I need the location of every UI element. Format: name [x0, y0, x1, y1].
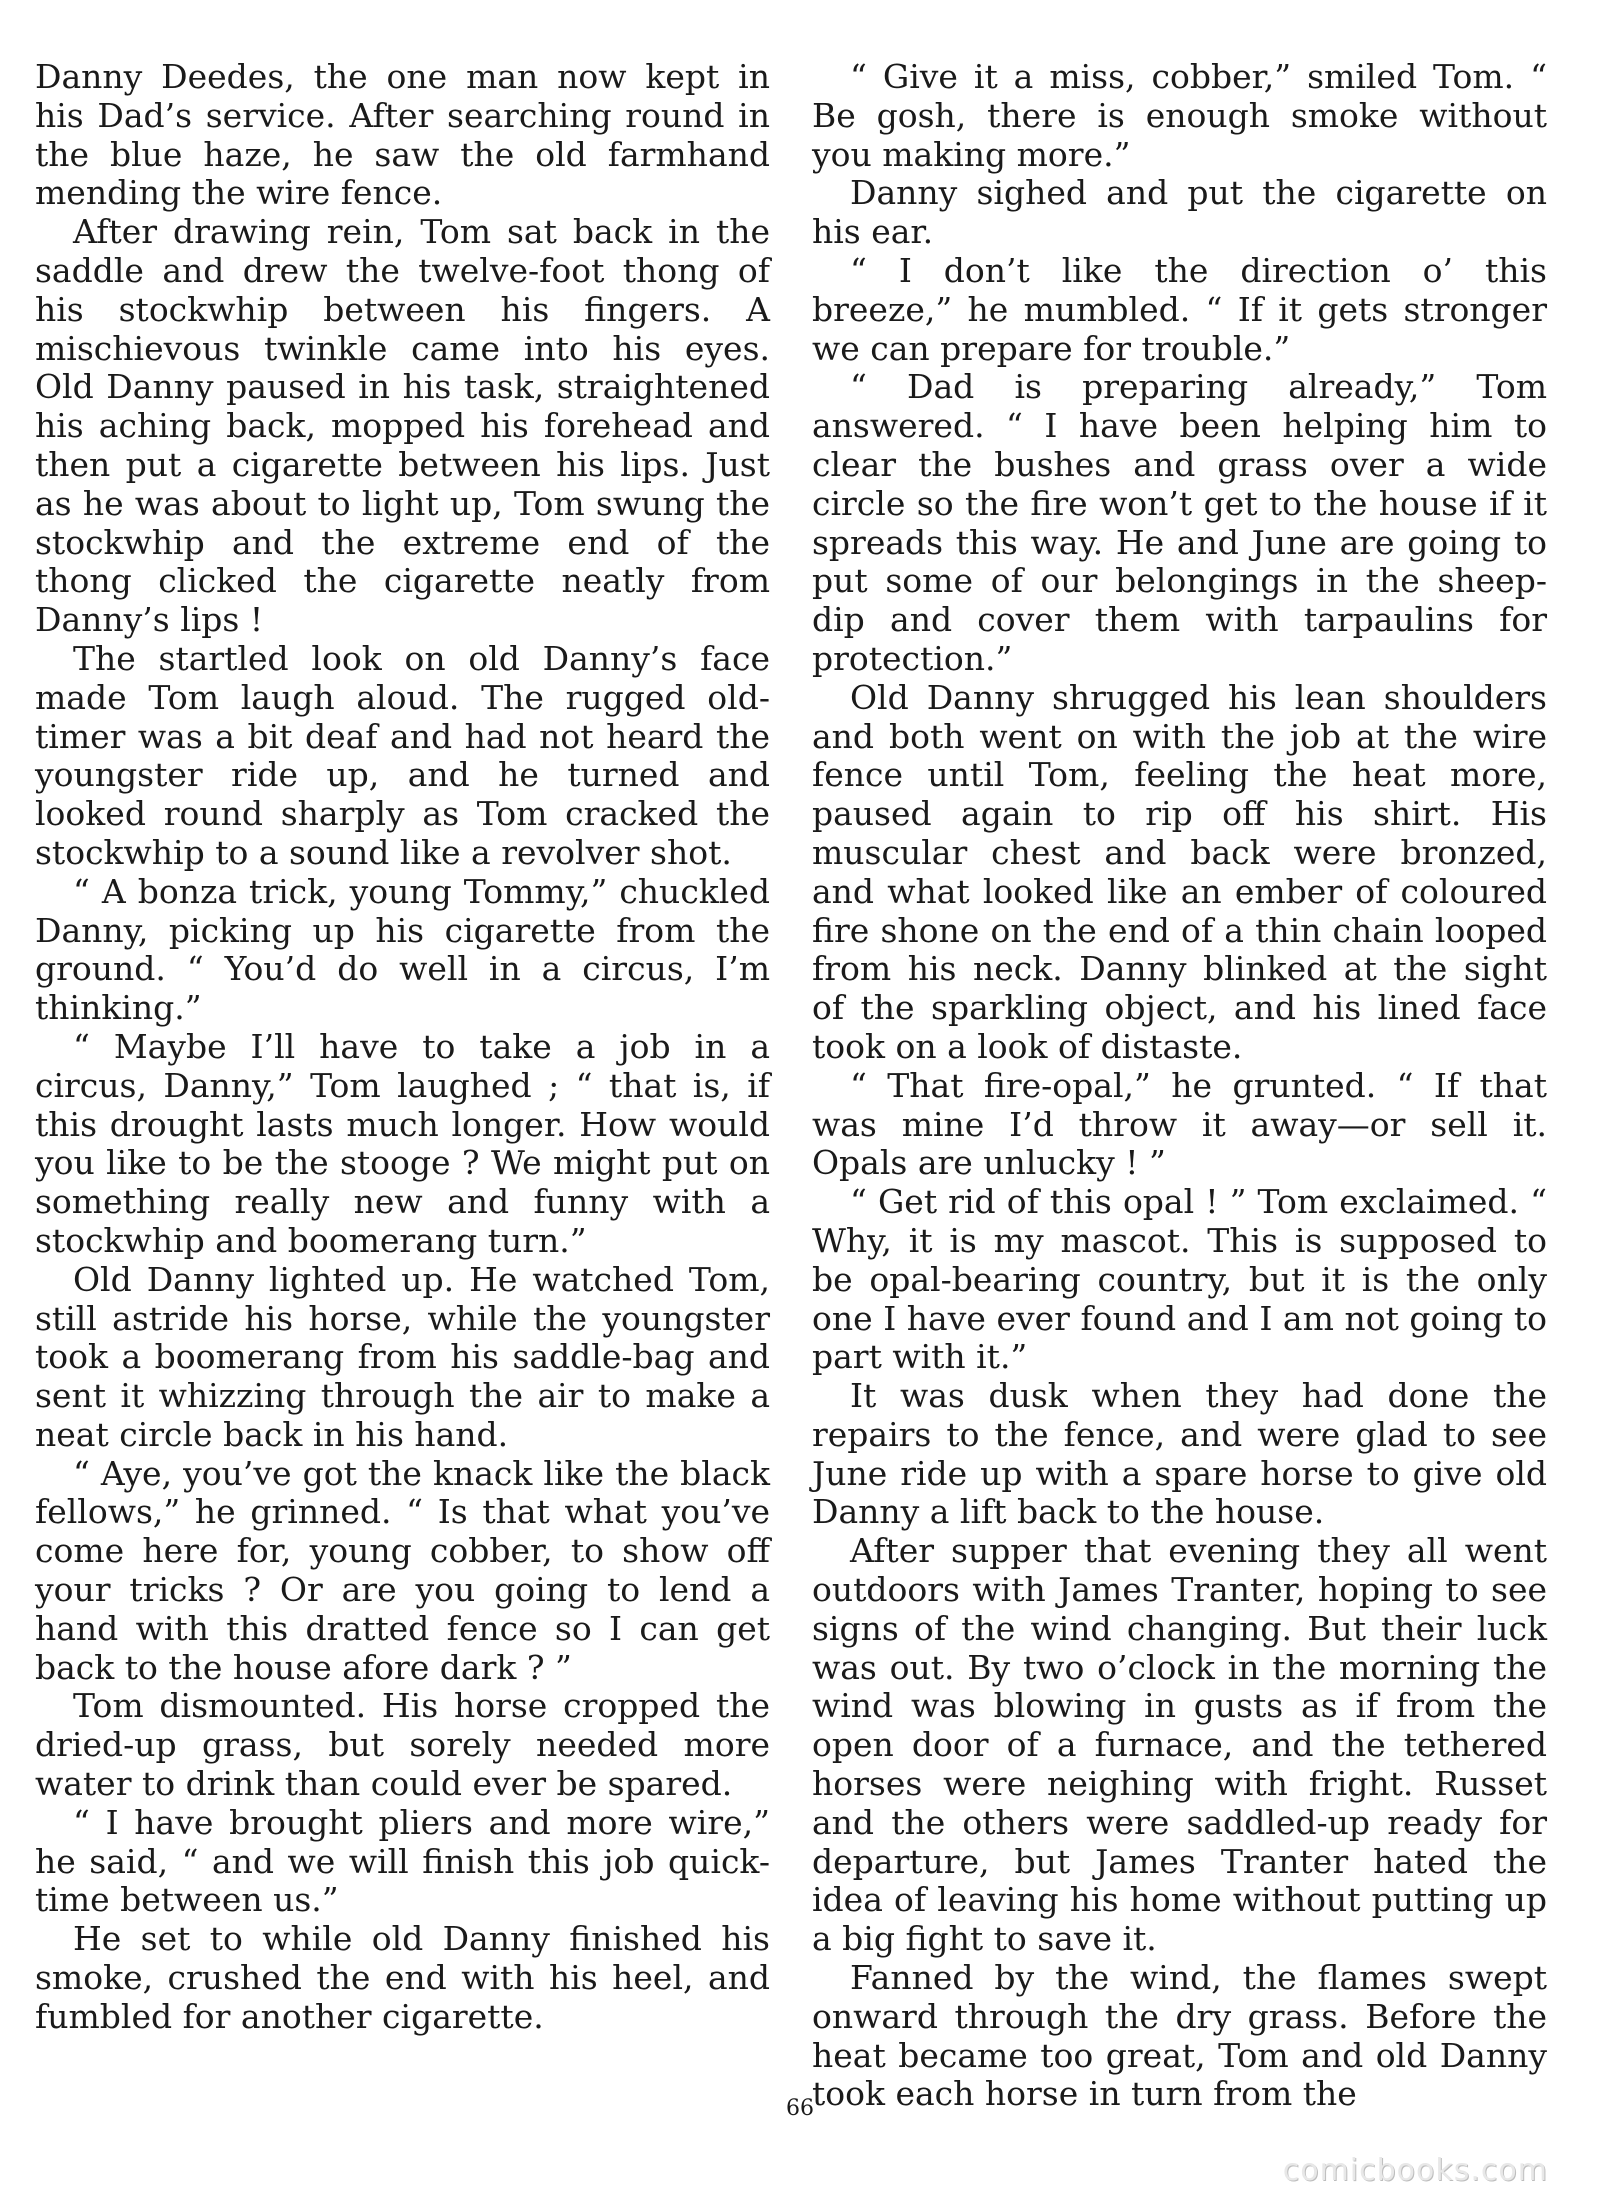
paragraph: “ That fire-opal,” he grunted. “ If that was mine I’d throw it away—or sell it. Opals are unlucky ! ”: [812, 1065, 1547, 1183]
paragraph: The startled look on old Danny’s face made Tom laugh aloud. The rugged old-timer was a bit deaf and had not heard the youngster ride up, and he turned and looked round sharply as Tom cracked the stockwhip to a sound like a revolver shot.: [35, 638, 770, 872]
paragraph: Danny Deedes, the one man now kept in his Dad’s service. After searching round in the blue haze, he saw the old farmhand mending the wire fence.: [35, 57, 770, 213]
left-column: [35, 58, 770, 2037]
paragraph: “ Dad is preparing already,” Tom answered. “ I have been helping him to clear the bushes and grass over a wide circle so the fire won’t get to the house if it spreads this way. He and June are going to put some of our belongings in the sheep-dip and cover them with tarpaulins for protection.”: [812, 367, 1547, 678]
paragraph: “ Maybe I’ll have to take a job in a circus, Danny,” Tom laughed ; “ that is, if this drought lasts much longer. How would you like to be the stooge ? We might put on something really new and funny with a stockwhip and boomerang turn.”: [35, 1026, 770, 1260]
paragraph: He set to while old Danny finished his smoke, crushed the end with his heel, and fumbled for another cigarette.: [35, 1919, 770, 2036]
paragraph: “ I don’t like the direction o’ this breeze,” he mumbled. “ If it gets stronger we can prepare for trouble.”: [812, 250, 1547, 368]
paragraph: “ A bonza trick, young Tommy,” chuckled Danny, picking up his cigarette from the ground. “ You’d do well in a circus, I’m thinking.”: [35, 871, 770, 1028]
paragraph: It was dusk when they had done the repairs to the fence, and were glad to see June ride up with a spare horse to give old Danny a lift back to the house.: [812, 1376, 1547, 1532]
paragraph: Old Danny shrugged his lean shoulders and both went on with the job at the wire fence until Tom, feeling the heat more, paused again to rip off his shirt. His muscular chest and back were bronzed, and what looked like an ember of coloured fire shone on the end of a thin chain looped from his neck. Danny blinked at the sight of the sparkling object, and his lined face took on a look of distaste.: [812, 677, 1547, 1066]
watermark: comicbooks.com: [1282, 2153, 1548, 2188]
paragraph: Fanned by the wind, the flames swept onward through the dry grass. Before the heat became too great, Tom and old Danny took each horse in turn from the: [812, 1958, 1547, 2114]
paragraph: “ I have brought pliers and more wire,” he said, “ and we will finish this job quick-time between us.”: [35, 1802, 770, 1920]
paragraph: “ Get rid of this opal ! ” Tom exclaimed. “ Why, it is my mascot. This is supposed to be opal-bearing country, but it is the only one I have ever found and I am not going to part with it.”: [812, 1182, 1547, 1377]
paragraph: Danny sighed and put the cigarette on his ear.: [812, 173, 1547, 252]
page-number: 66: [786, 2096, 814, 2121]
paragraph: Old Danny lighted up. He watched Tom, still astride his horse, while the youngster took a boomerang from his saddle-bag and sent it whizzing through the air to make a neat circle back in his hand.: [35, 1259, 770, 1454]
paragraph: After supper that evening they all went outdoors with James Tranter, hoping to see signs of the wind changing. But their luck was out. By two o’clock in the morning the wind was blowing in gusts as if from the open door of a furnace, and the tethered horses were neighing with fright. Russet and the others were saddled-up ready for departure, but James Tranter hated the idea of leaving his home without putting up a big fight to save it.: [812, 1531, 1547, 1959]
paragraph: “ Aye, you’ve got the knack like the black fellows,” he grinned. “ Is that what you’ve come here for, young cobber, to show off your tricks ? Or are you going to lend a hand with this dratted fence so I can get back to the house afore dark ? ”: [35, 1453, 770, 1687]
paragraph: “ Give it a miss, cobber,” smiled Tom. “ Be gosh, there is enough smoke without you making more.”: [812, 57, 1547, 174]
paragraph: After drawing rein, Tom sat back in the saddle and drew the twelve-foot thong of his stockwhip between his fingers. A mischievous twinkle came into his eyes. Old Danny paused in his task, straightened his aching back, mopped his forehead and then put a cigarette between his lips. Just as he was about to light up, Tom swung the stockwhip and the extreme end of the thong clicked the cigarette neatly from Danny’s lips !: [35, 212, 770, 640]
right-column: [812, 58, 1547, 2114]
paragraph: Tom dismounted. His horse cropped the dried-up grass, but sorely needed more water to drink than could ever be spared.: [35, 1686, 770, 1804]
